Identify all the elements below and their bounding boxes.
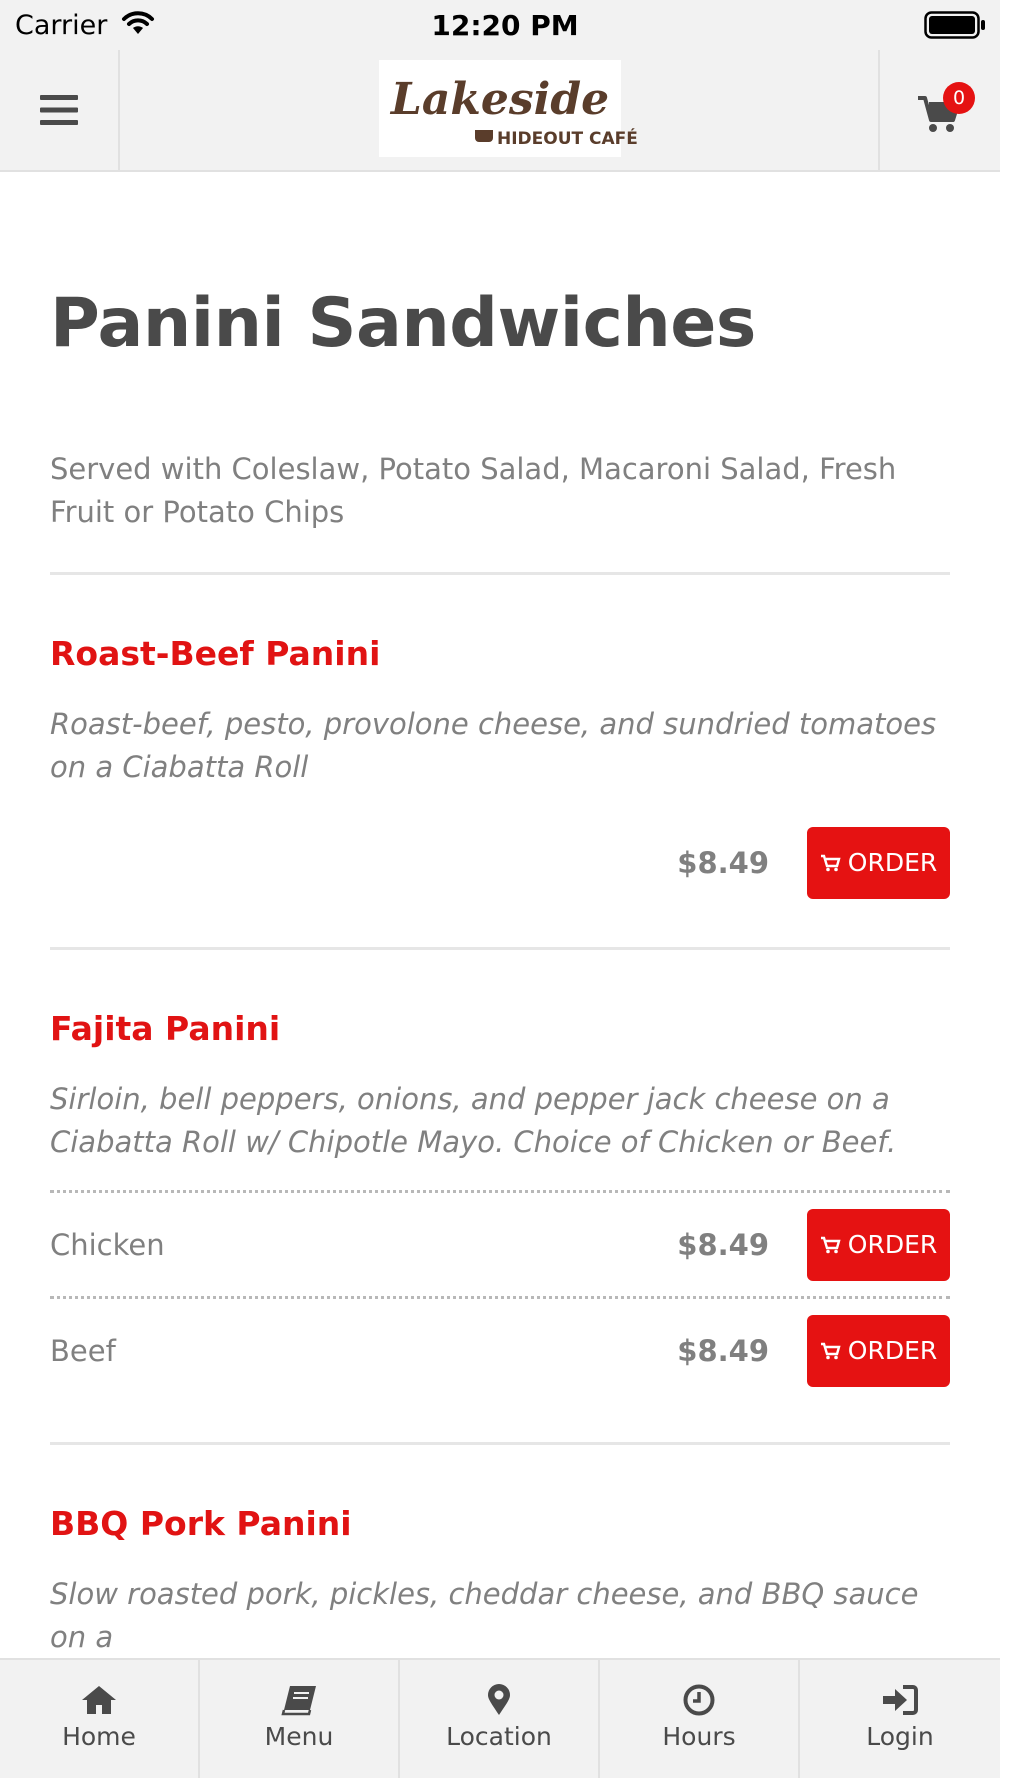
cart-count-badge: 0: [943, 82, 975, 114]
battery-icon: [924, 11, 986, 39]
clock-icon: [680, 1684, 718, 1716]
logo-image: [379, 60, 638, 157]
map-pin-icon: [480, 1684, 518, 1716]
order-button[interactable]: [807, 827, 950, 899]
item-description: Sirloin, bell peppers, onions, and pepper jack cheese on a Ciabatta Roll w/ Chipotle Mayo. Choice of Chicken or Beef.: [50, 1082, 897, 1159]
order-button[interactable]: [807, 1209, 950, 1281]
tab-location[interactable]: [400, 1660, 600, 1778]
home-icon: [80, 1684, 118, 1716]
item-name[interactable]: Fajita Panini: [50, 1009, 281, 1048]
variant-price: $8.49: [677, 1333, 769, 1368]
menu-item-bbq-pork-panini: [50, 1445, 950, 1659]
status-bar: [0, 0, 1000, 50]
menu-item-fajita-panini: [50, 950, 950, 1445]
bottom-tab-bar: [0, 1658, 1000, 1778]
tab-label: Menu: [264, 1722, 334, 1751]
coffee-cup-icon: [475, 130, 493, 142]
order-button[interactable]: [807, 1315, 950, 1387]
carrier-label: Carrier: [15, 10, 108, 41]
logo[interactable]: [379, 60, 638, 157]
logo-text-sub: HIDEOUT CAFÉ: [497, 129, 638, 149]
item-price: $8.49: [677, 845, 769, 880]
cart-icon: [820, 1236, 840, 1254]
status-time: 12:20 PM: [431, 9, 579, 42]
cart-button[interactable]: [878, 50, 1000, 170]
variant-name: Beef: [50, 1333, 116, 1368]
logo-text-main: Lakeside: [390, 74, 610, 125]
order-label: ORDER: [847, 848, 938, 877]
tab-label: Hours: [662, 1722, 736, 1751]
menu-content: [50, 172, 950, 1659]
order-label: ORDER: [847, 1336, 938, 1365]
variant-price: $8.49: [677, 1227, 769, 1262]
order-label: ORDER: [847, 1230, 938, 1259]
hamburger-icon: [39, 93, 79, 127]
tab-menu[interactable]: [200, 1660, 400, 1778]
tab-label: Location: [446, 1722, 552, 1751]
item-description: Slow roasted pork, pickles, cheddar cheese, and BBQ sauce on a: [50, 1577, 919, 1654]
variant-name: Chicken: [50, 1227, 165, 1262]
tab-hours[interactable]: [600, 1660, 800, 1778]
sign-in-icon: [881, 1684, 919, 1716]
book-icon: [280, 1684, 318, 1716]
variant-row-chicken: [50, 1190, 950, 1296]
variant-row-beef: [50, 1296, 950, 1402]
tab-label: Home: [62, 1722, 136, 1751]
menu-item-roast-beef-panini: [50, 575, 950, 950]
cart-icon: [820, 854, 840, 872]
page-title: Panini Sandwiches: [50, 284, 756, 363]
item-name[interactable]: BBQ Pork Panini: [50, 1504, 352, 1543]
app-header: [0, 50, 1000, 172]
tab-home[interactable]: [0, 1660, 200, 1778]
tab-login[interactable]: [800, 1660, 1000, 1778]
item-description: Roast-beef, pesto, provolone cheese, and sundried tomatoes on a Ciabatta Roll: [50, 707, 937, 784]
price-row: [50, 825, 950, 900]
cart-icon: [820, 1342, 840, 1360]
category-description: Served with Coleslaw, Potato Salad, Macaroni Salad, Fresh Fruit or Potato Chips: [50, 452, 897, 529]
menu-button[interactable]: [0, 50, 120, 170]
item-name[interactable]: Roast-Beef Panini: [50, 634, 381, 673]
tab-label: Login: [866, 1722, 934, 1751]
